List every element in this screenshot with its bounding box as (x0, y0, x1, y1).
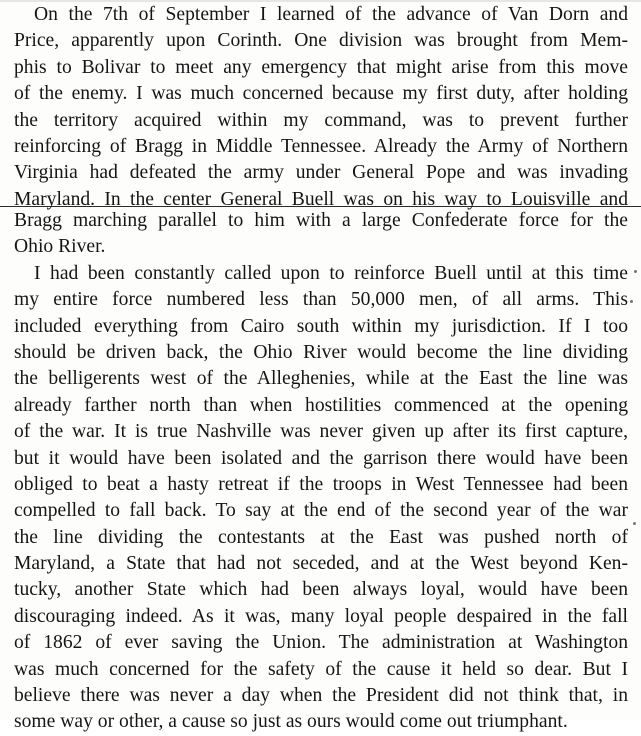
text-line: included everything from Cairo south within my jurisdiction. If I too (14, 315, 628, 337)
text-line: Ohio River. (14, 236, 106, 258)
text-line: obliged to beat a hasty retreat if the troops in West Tennessee had been (14, 473, 628, 495)
text-line: already farther north than when hostilities commenced at the opening (14, 394, 628, 416)
text-line: discouraging indeed. As it was, many loyal people despaired in the fall (14, 605, 628, 627)
text-line: Virginia had defeated the army under General Pope and was invading (14, 162, 628, 184)
text-line: Maryland, a State that had not seceded, and at the West beyond Ken- (14, 553, 628, 575)
bottom-paragraphs (14, 208, 628, 736)
text-line: believe there was never a day when the President did not think that, in (14, 685, 628, 707)
text-line: Maryland. In the center General Buell was on his way to Louisville and (14, 188, 628, 210)
text-line: the belligerents west of the Alleghenies, while at the East the line was (14, 368, 628, 390)
text-line: Bragg marching parallel to him with a large Confederate force for the (14, 210, 628, 231)
text-line: I had been constantly called upon to reinforce Buell until at this time (34, 262, 628, 284)
text-line: Price, apparently upon Corinth. One division was brought from Mem- (14, 30, 628, 52)
text-line: phis to Bolivar to meet any emergency that might arise from this move (14, 56, 628, 78)
top-paragraph (14, 2, 628, 213)
text-line: was much concerned for the safety of the cause it held so dear. But I (14, 658, 628, 680)
text-line: compelled to fall back. To say at the end of the second year of the war (14, 500, 628, 522)
text-line: should be driven back, the Ohio River would become the line dividing (14, 341, 628, 363)
scan-speck (634, 270, 637, 273)
text-line: tucky, another State which had been always loyal, would have been (14, 579, 628, 601)
text-line: but it would have been isolated and the garrison there would have been (14, 447, 628, 469)
text-line: On the 7th of September I learned of the advance of Van Dorn and (34, 4, 628, 25)
text-line: the territory acquired within my command, was to prevent further (14, 109, 628, 131)
text-line: some way or other, a cause so just as ours would come out triumphant. (14, 711, 568, 733)
text-line: of the enemy. I was much concerned because my first duty, after holding (14, 83, 628, 105)
text-line: of the war. It is true Nashville was never given up after its first capture, (14, 421, 628, 443)
text-line: reinforcing of Bragg in Middle Tennessee. Already the Army of Northern (14, 135, 628, 157)
scan-speck (630, 300, 633, 303)
scan-speck (633, 522, 636, 525)
text-line: of 1862 of ever saving the Union. The administration at Washington (14, 632, 628, 654)
text-line: the line dividing the contestants at the East was pushed north of (14, 526, 628, 548)
clipping-divider-line (0, 206, 641, 207)
text-line: my entire force numbered less than 50,000 men, of all arms. This (14, 289, 628, 311)
